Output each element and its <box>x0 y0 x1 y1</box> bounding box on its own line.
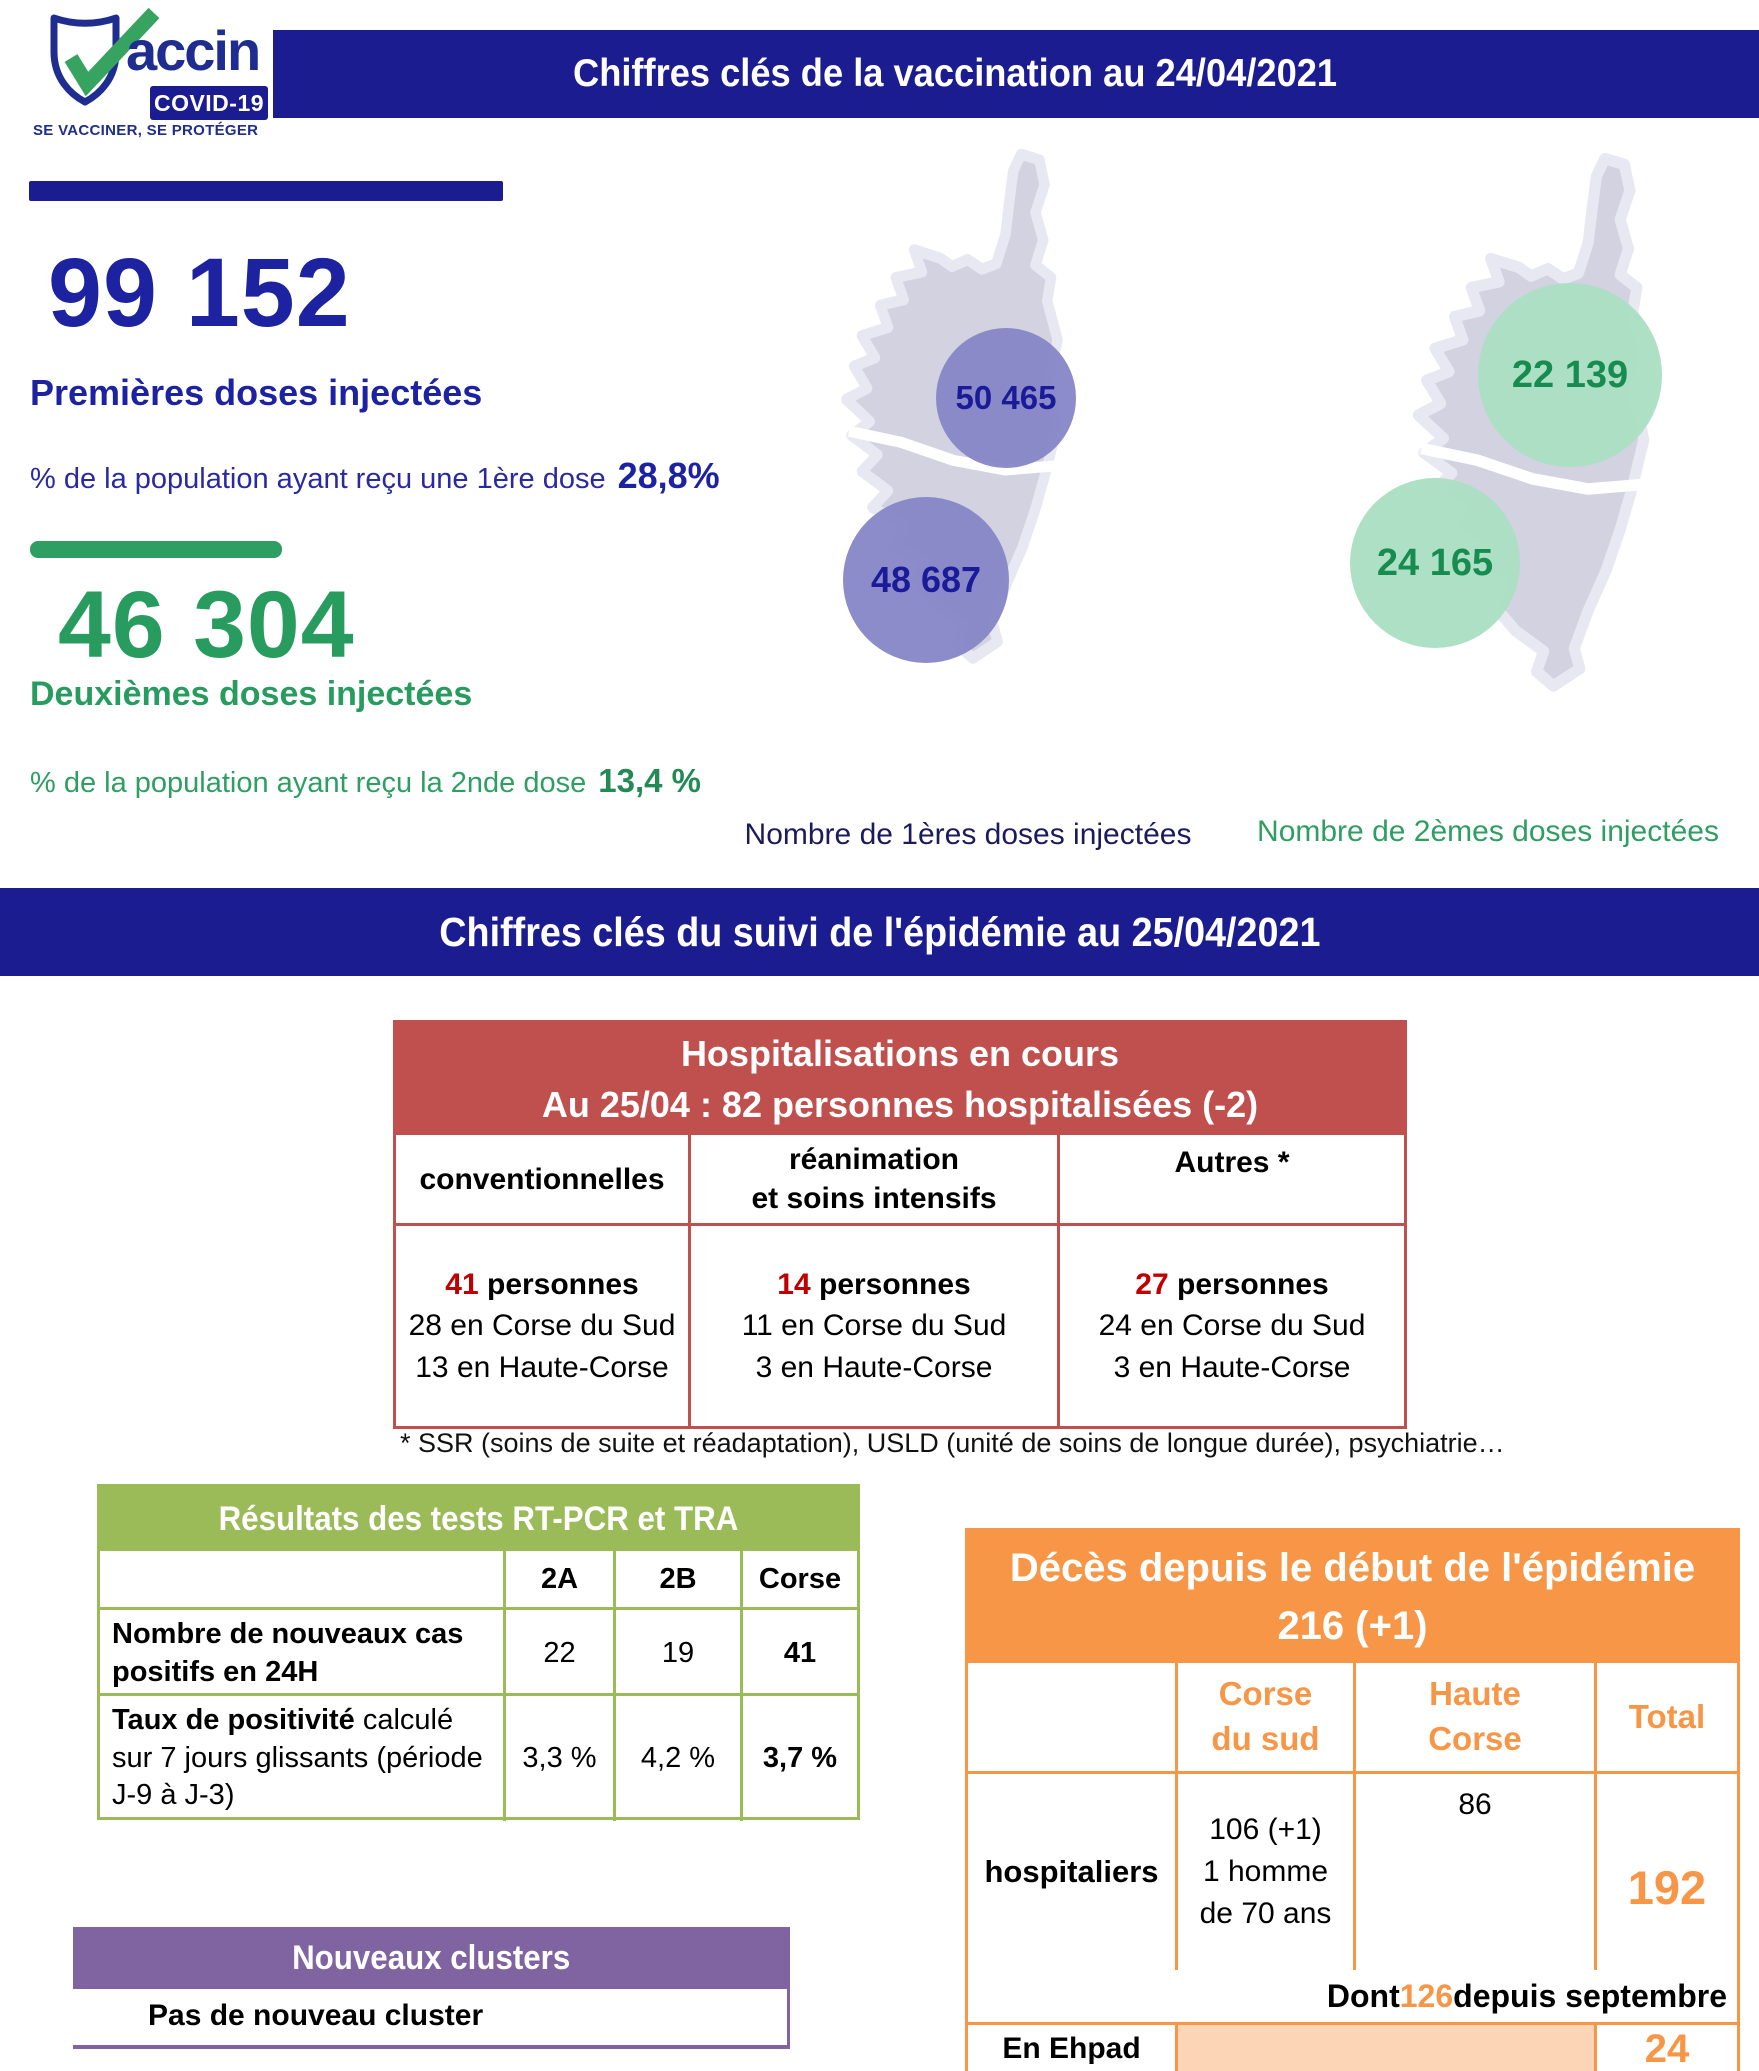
first-dose-pct-value: 28,8% <box>617 455 720 496</box>
column-header-2a: 2A <box>506 1551 616 1607</box>
hospitalisations-title-line1: Hospitalisations en cours <box>680 1032 1120 1074</box>
tests-table-title: Résultats des tests RT-PCR et TRA <box>100 1487 857 1551</box>
ssr-footnote: * SSR (soins de suite et réadaptation), USLD (unité de soins de longue durée), psychiatrie… <box>400 1428 1505 1458</box>
new-cases-2a: 22 <box>506 1610 616 1697</box>
hospitalisations-data-row <box>396 1223 1404 1426</box>
epidemic-banner <box>0 888 1759 976</box>
hospitaliers-corse-du-sud: 106 (+1) 1 homme de 70 ans <box>1178 1774 1356 1970</box>
first-doses-label: Premières doses injectées <box>30 372 483 413</box>
tests-row-new-cases <box>100 1607 857 1693</box>
deaths-row-hospitaliers <box>968 1771 1737 1970</box>
deaths-header-row <box>968 1663 1737 1771</box>
positivity-2a: 3,3 % <box>506 1696 616 1821</box>
clusters-content: Pas de nouveau cluster <box>73 1989 790 2049</box>
new-cases-corse: 41 <box>783 1637 817 1670</box>
clusters-title: Nouveaux clusters <box>73 1927 790 1989</box>
hospitalisations-header-row <box>396 1135 1404 1223</box>
cell-conventionnelles: 41 personnes 28 en Corse du Sud 13 en Haute-Corse <box>396 1226 691 1426</box>
tests-table <box>97 1484 860 1820</box>
column-header-2b: 2B <box>616 1551 743 1607</box>
second-dose-percentage-line <box>30 762 701 800</box>
tests-header-row <box>100 1551 857 1607</box>
epidemic-banner-title: Chiffres clés du suivi de l'épidémie au 25/04/2021 <box>438 908 1321 955</box>
column-header-autres: Autres * <box>1174 1146 1290 1179</box>
first-dose-pct-label: % de la population ayant reçu une 1ère dose <box>30 463 606 495</box>
second-doses-bubble-haute-corse: 22 139 <box>1478 283 1662 467</box>
second-dose-divider-bar <box>30 541 282 558</box>
second-doses-label: Deuxièmes doses injectées <box>30 675 473 713</box>
first-dose-percentage-line <box>30 455 720 497</box>
hospitaliers-haute-corse: 86 <box>1356 1774 1597 1970</box>
clusters-panel <box>73 1927 790 2049</box>
second-dose-pct-label: % de la population ayant reçu la 2nde dose <box>30 767 587 799</box>
second-doses-count: 46 304 <box>58 572 355 678</box>
positivity-2b: 4,2 % <box>616 1696 743 1821</box>
tests-row-positivity <box>100 1693 857 1817</box>
deaths-title-line2: 216 (+1) <box>1277 1604 1428 1648</box>
hospitaliers-total: 192 <box>1627 1860 1707 1914</box>
empty-header-cell <box>100 1551 506 1607</box>
new-cases-2b: 19 <box>616 1610 743 1697</box>
deaths-row-ehpad <box>968 2022 1737 2071</box>
first-doses-count: 99 152 <box>48 238 351 347</box>
brand-text: accin <box>126 19 260 82</box>
row-label-hospitaliers: hospitaliers <box>968 1774 1178 1970</box>
vaccination-banner-title: Chiffres clés de la vaccination au 24/04/2021 <box>573 52 1338 95</box>
column-header-corse-du-sud: Corse du sud <box>1178 1663 1356 1771</box>
deaths-september-note: Dont 126 depuis septembre <box>1326 1977 1727 2014</box>
column-header-corse: Corse <box>758 1562 842 1595</box>
first-doses-bubble-corse-du-sud: 48 687 <box>843 497 1009 663</box>
column-header-reanimation: réanimation et soins intensifs <box>691 1135 1060 1223</box>
hospitalisations-title-line2: Au 25/04 : 82 personnes hospitalisées (-2) <box>541 1084 1259 1125</box>
logo-tagline: SE VACCINER, SE PROTÉGER <box>33 122 259 139</box>
cell-reanimation: 14 personnes 11 en Corse du Sud 3 en Haute-Corse <box>691 1226 1060 1426</box>
deaths-table <box>965 1528 1740 2071</box>
first-dose-divider-bar <box>29 181 503 201</box>
ehpad-merged-cell <box>1178 2025 1597 2071</box>
column-header-total: Total <box>1628 1697 1706 1735</box>
empty-header-cell <box>968 1663 1178 1771</box>
deaths-table-title <box>968 1531 1737 1663</box>
second-doses-bubble-corse-du-sud: 24 165 <box>1350 478 1520 648</box>
second-doses-map-caption: Nombre de 2èmes doses injectées <box>1257 815 1719 848</box>
column-header-haute-corse: Haute Corse <box>1356 1663 1597 1771</box>
positivity-corse: 3,7 % <box>762 1742 838 1775</box>
first-doses-map-caption: Nombre de 1ères doses injectées <box>744 818 1192 851</box>
covid19-badge: COVID-19 <box>150 86 268 120</box>
ehpad-total: 24 <box>1644 2026 1690 2071</box>
row-label-positivity: Taux de positivité calculé sur 7 jours glissants (période J-9 à J-3) <box>100 1696 506 1821</box>
first-doses-bubble-haute-corse: 50 465 <box>936 328 1076 468</box>
deaths-title-line1: Décès depuis le début de l'épidémie <box>1009 1546 1696 1590</box>
second-dose-pct-value: 13,4 % <box>598 762 701 799</box>
hospitalisations-table-title <box>396 1023 1404 1135</box>
hospitalisations-table <box>393 1020 1407 1429</box>
row-label-ehpad: En Ehpad <box>968 2025 1178 2071</box>
column-header-conventionnelles: conventionnelles <box>396 1135 691 1223</box>
cell-autres: 27 personnes 24 en Corse du Sud 3 en Haute-Corse <box>1098 1267 1366 1384</box>
row-label-new-cases: Nombre de nouveaux cas positifs en 24H <box>100 1610 506 1697</box>
vaccination-banner <box>273 30 1759 118</box>
